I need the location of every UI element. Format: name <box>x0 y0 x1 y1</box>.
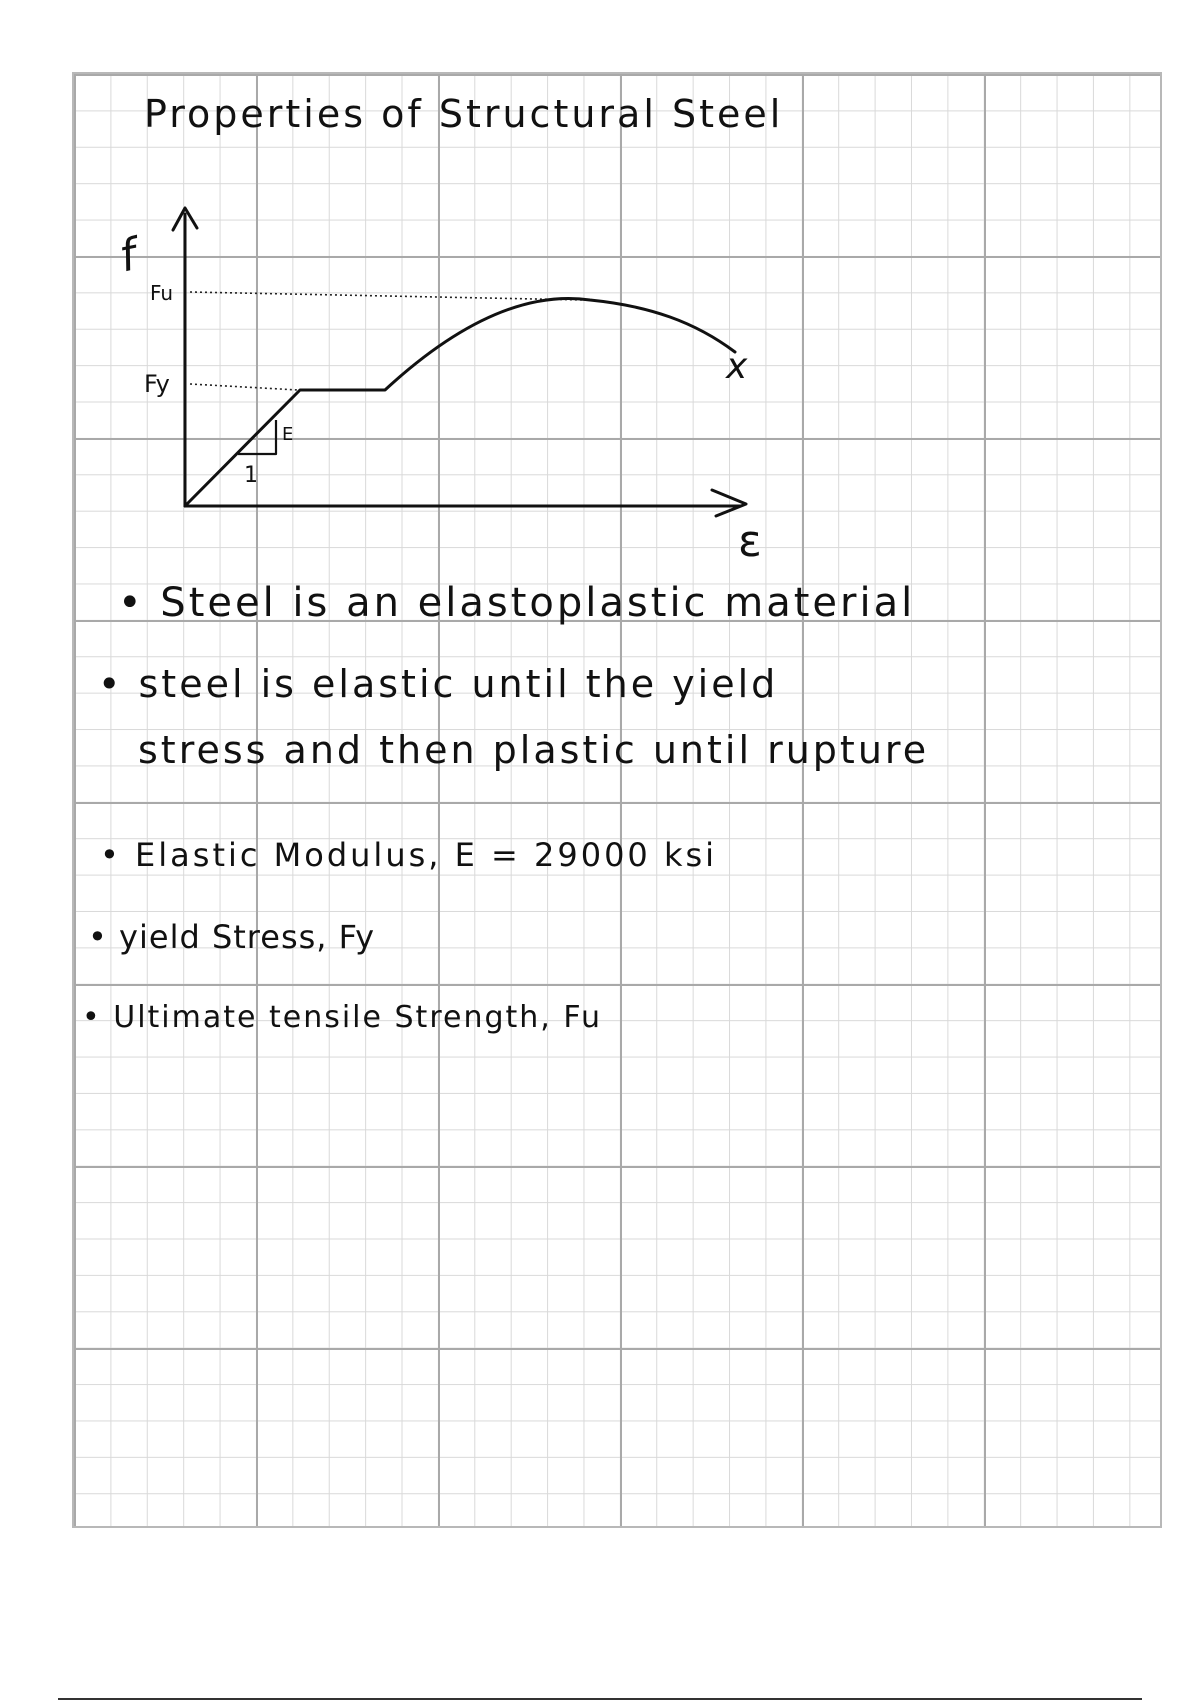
y-axis-label: f <box>115 229 141 283</box>
note-yield-stress: • yield Stress, Fy <box>88 918 376 956</box>
fu-label: Fu <box>150 281 174 305</box>
rupture-mark: x <box>726 346 748 387</box>
note-ultimate-tensile-strength: • Ultimate tensile Strength, Fu <box>82 1000 602 1035</box>
x-axis-label: ε <box>738 516 762 567</box>
stress-strain-diagram <box>0 0 1200 600</box>
fy-reference-line <box>190 384 298 390</box>
fu-reference-line <box>190 292 585 300</box>
page-title: Properties of Structural Steel <box>144 92 784 136</box>
note-elastoplastic: • Steel is an elastoplastic material <box>118 580 916 626</box>
note-elastic-modulus: • Elastic Modulus, E = 29000 ksi <box>100 836 718 874</box>
note-elastic-until-yield-line-2: stress and then plastic until rupture <box>138 728 930 772</box>
fy-label: Fy <box>144 370 170 398</box>
note-elastic-until-yield-line-1: • steel is elastic until the yield <box>98 662 779 706</box>
run-label: 1 <box>244 463 258 488</box>
stress-strain-curve <box>185 298 735 506</box>
x-axis-arrowhead <box>712 490 746 516</box>
slope-label: E <box>282 424 294 445</box>
